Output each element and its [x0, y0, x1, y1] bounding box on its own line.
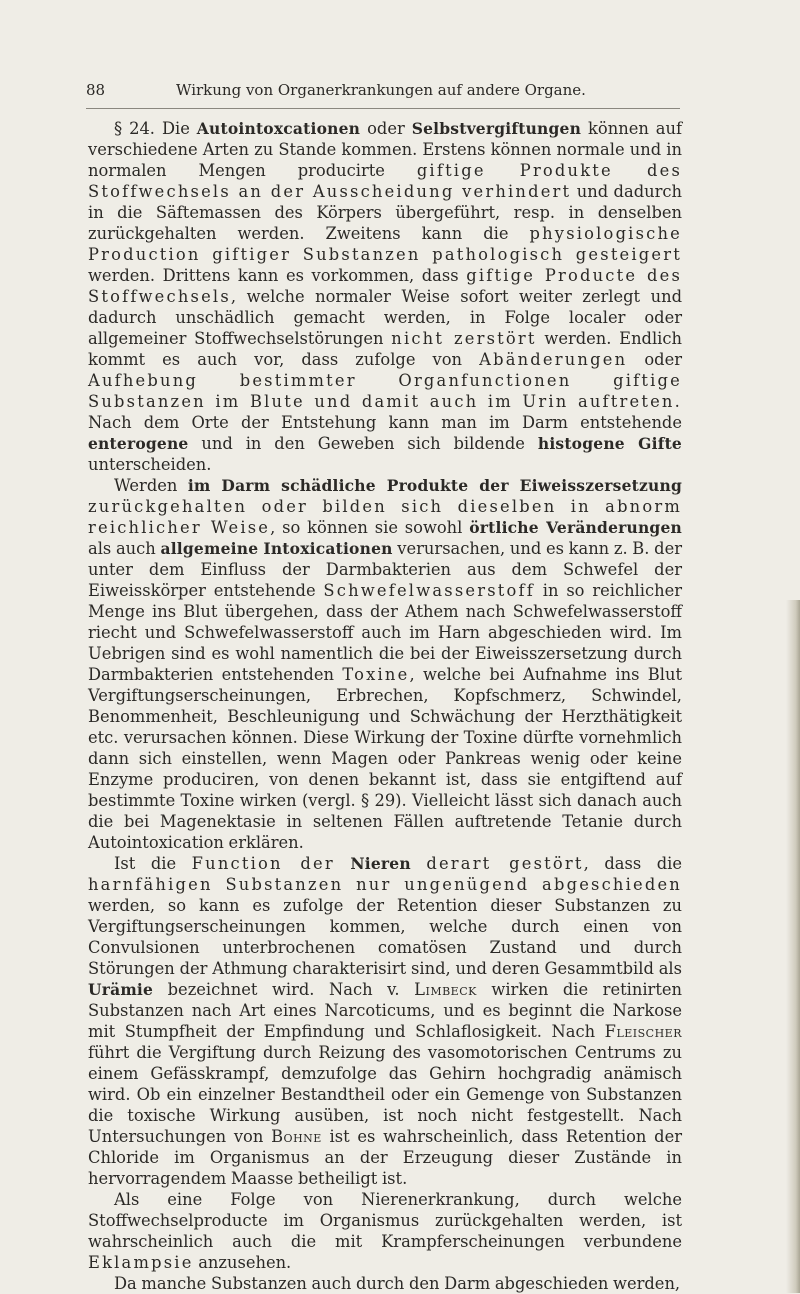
- text-run: Ist die: [114, 854, 192, 873]
- spaced-emphasis: giftige Produkte des Stoffwechsels an der Ausscheidung verhindert: [88, 161, 682, 201]
- spaced-emphasis: derart gestört: [426, 854, 584, 873]
- text-run: verursachen, und es kann z. B. der unter dem Einfluss der Darmbakterien aus dem Schwefel der Eiweisskörper entstehende: [88, 539, 682, 600]
- spaced-emphasis: physiologische Production giftiger Substanzen pathologisch gesteigert: [88, 224, 682, 264]
- text-run: [411, 854, 427, 873]
- author-name: Fleischer: [604, 1022, 682, 1041]
- text-run: ist es wahrscheinlich, dass Retention der Chloride im Organismus an der Erzeugung dieser Zustände in hervorragendem Maasse betheiligt ist.: [88, 1127, 682, 1188]
- text-run: führt die Vergiftung durch Reizung des vasomotorischen Centrums zu einem Gefässkrampf, demzufolge das Gehirn hochgradig anämisch wird. Ob ein einzelner Bestandtheil oder ein Gemenge von Substanzen die toxische Wirkung ausüben, ist noch nicht festgestellt. Nach Untersuchungen von: [88, 1043, 682, 1146]
- spaced-emphasis: harnfähigen Substanzen nur ungenügend abgeschieden: [88, 875, 682, 894]
- text-run: oder: [627, 350, 682, 369]
- text-run: in so reichlicher Menge ins Blut übergehen, dass der Athem nach Schwefelwasserstoff riecht und Schwefelwasserstoff auch im Harn abgeschieden wird. Im Uebrigen sind es wohl namentlich die bei der Eiweisszersetzung durch Darmbakterien entstehenden: [88, 581, 682, 684]
- bold-term: histogene Gifte: [537, 434, 682, 453]
- text-run: Als eine Folge von Nierenerkrankung, durch welche Stoffwechselproducte im Organismus zurückgehalten werden, ist wahrscheinlich auch die mit Krampferscheinungen verbundene: [88, 1190, 682, 1251]
- bold-term: enterogene: [88, 434, 189, 453]
- text-run: , welche normaler Weise sofort weiter zerlegt und dadurch unschädlich gemacht werden, in Folge localer oder allgemeiner Stoffwechselstörungen: [88, 287, 682, 348]
- bold-term: örtliche Veränderungen: [469, 518, 683, 537]
- text-run: [335, 854, 351, 873]
- text-run: können auf verschiedene Arten zu Stande kommen. Erstens können normale und in normalen Mengen producirte: [88, 119, 682, 180]
- spaced-emphasis: Toxine: [342, 665, 410, 684]
- page-number: 88: [86, 81, 106, 99]
- bold-term: Urämie: [88, 980, 154, 999]
- text-run: , so können sie sowohl: [270, 518, 470, 537]
- text-run: werden. Drittens kann es vorkommen, dass: [88, 266, 467, 285]
- text-run: Werden: [114, 476, 188, 495]
- bold-term: Autointoxcationen: [196, 119, 361, 138]
- text-run: Da manche Substanzen auch durch den Darm abgeschieden werden,: [114, 1274, 681, 1293]
- spaced-emphasis: zurückgehalten oder bilden sich dieselben in abnorm reichlicher Weise: [88, 497, 682, 537]
- spaced-emphasis: nicht zerstört: [391, 329, 537, 348]
- bold-term: im Darm schädliche Produkte der Eiweisszersetzung: [187, 476, 682, 495]
- running-title: Wirkung von Organerkrankungen auf andere Organe.: [176, 81, 586, 99]
- bold-term: Nieren: [350, 854, 411, 873]
- body-text: [88, 118, 682, 1294]
- text-run: und dadurch in die Säftemassen des Körpers übergeführt, resp. in denselben zurückgehalten werden. Zweitens kann die: [88, 182, 682, 243]
- spaced-emphasis: Schwefelwasserstoff: [323, 581, 535, 600]
- bold-term: allgemeine Intoxicationen: [160, 539, 393, 558]
- paragraph-continuation: [88, 1273, 682, 1294]
- spaced-emphasis: Abänderungen: [479, 350, 628, 369]
- header-rule: [86, 108, 680, 109]
- text-run: werden, so kann es zufolge der Retention dieser Substanzen zu Vergiftungserscheinungen kommen, welche durch einen von Convulsionen unterbrochenen comatösen Zustand und durch Störungen der Athmung charakterisirt sind, und deren Gesammtbild als: [88, 896, 682, 978]
- bold-term: Selbstvergiftungen: [411, 119, 582, 138]
- paragraph-autointoxication: [88, 118, 682, 475]
- page-header: [86, 78, 676, 102]
- text-run: , welche bei Aufnahme ins Blut Vergiftungserscheinungen, Erbrechen, Kopfschmerz, Schwindel, Benommenheit, Beschleunigung und Schwächung der Herzthätigkeit etc. verursachen können. Diese Wirkung der Toxine dürfte vornehmlich dann sich einstellen, wenn Magen oder Pankreas wenig oder keine Enzyme produciren, von denen bekannt ist, dass sie entgiftend auf bestimmte Toxine wirken (vergl. § 29). Vielleicht lässt sich danach auch die bei Magenektasie in seltenen Fällen auftretende Tetanie durch Autointoxication erklären.: [88, 665, 682, 852]
- author-name: Bohne: [271, 1127, 322, 1146]
- text-run: wirken die retinirten Substanzen nach Art eines Narcoticums, und es beginnt die Narkose mit Stumpfheit der Empfindung und Schlaflosigkeit. Nach: [88, 980, 682, 1041]
- text-run: und in den Geweben sich bildende: [188, 434, 538, 453]
- spaced-emphasis: giftige Producte des Stoffwechsels: [88, 266, 682, 306]
- text-run: als auch: [88, 539, 161, 558]
- author-name: Limbeck: [414, 980, 477, 999]
- paragraph-darm: [88, 475, 682, 853]
- paragraph-nieren: [88, 853, 682, 1189]
- spaced-emphasis: Aufhebung bestimmter Organfunctionen giftige Substanzen im Blute und damit auch im Urin auftreten.: [88, 371, 682, 411]
- text-run: unterscheiden.: [88, 455, 212, 474]
- text-run: Nach dem Orte der Entstehung kann man im Darm entstehende: [88, 413, 682, 432]
- text-run: anzusehen.: [193, 1253, 292, 1272]
- text-run: § 24. Die: [114, 119, 197, 138]
- text-run: werden. Endlich kommt es auch vor, dass zufolge von: [88, 329, 682, 369]
- page-edge-shadow: [786, 600, 800, 1293]
- text-run: bezeichnet wird. Nach v.: [153, 980, 415, 999]
- spaced-emphasis: Function der: [191, 854, 335, 873]
- paragraph-eklampsie: [88, 1189, 682, 1273]
- spaced-emphasis: Eklampsie: [88, 1253, 194, 1272]
- text-run: , dass die: [583, 854, 682, 873]
- text-run: oder: [360, 119, 412, 138]
